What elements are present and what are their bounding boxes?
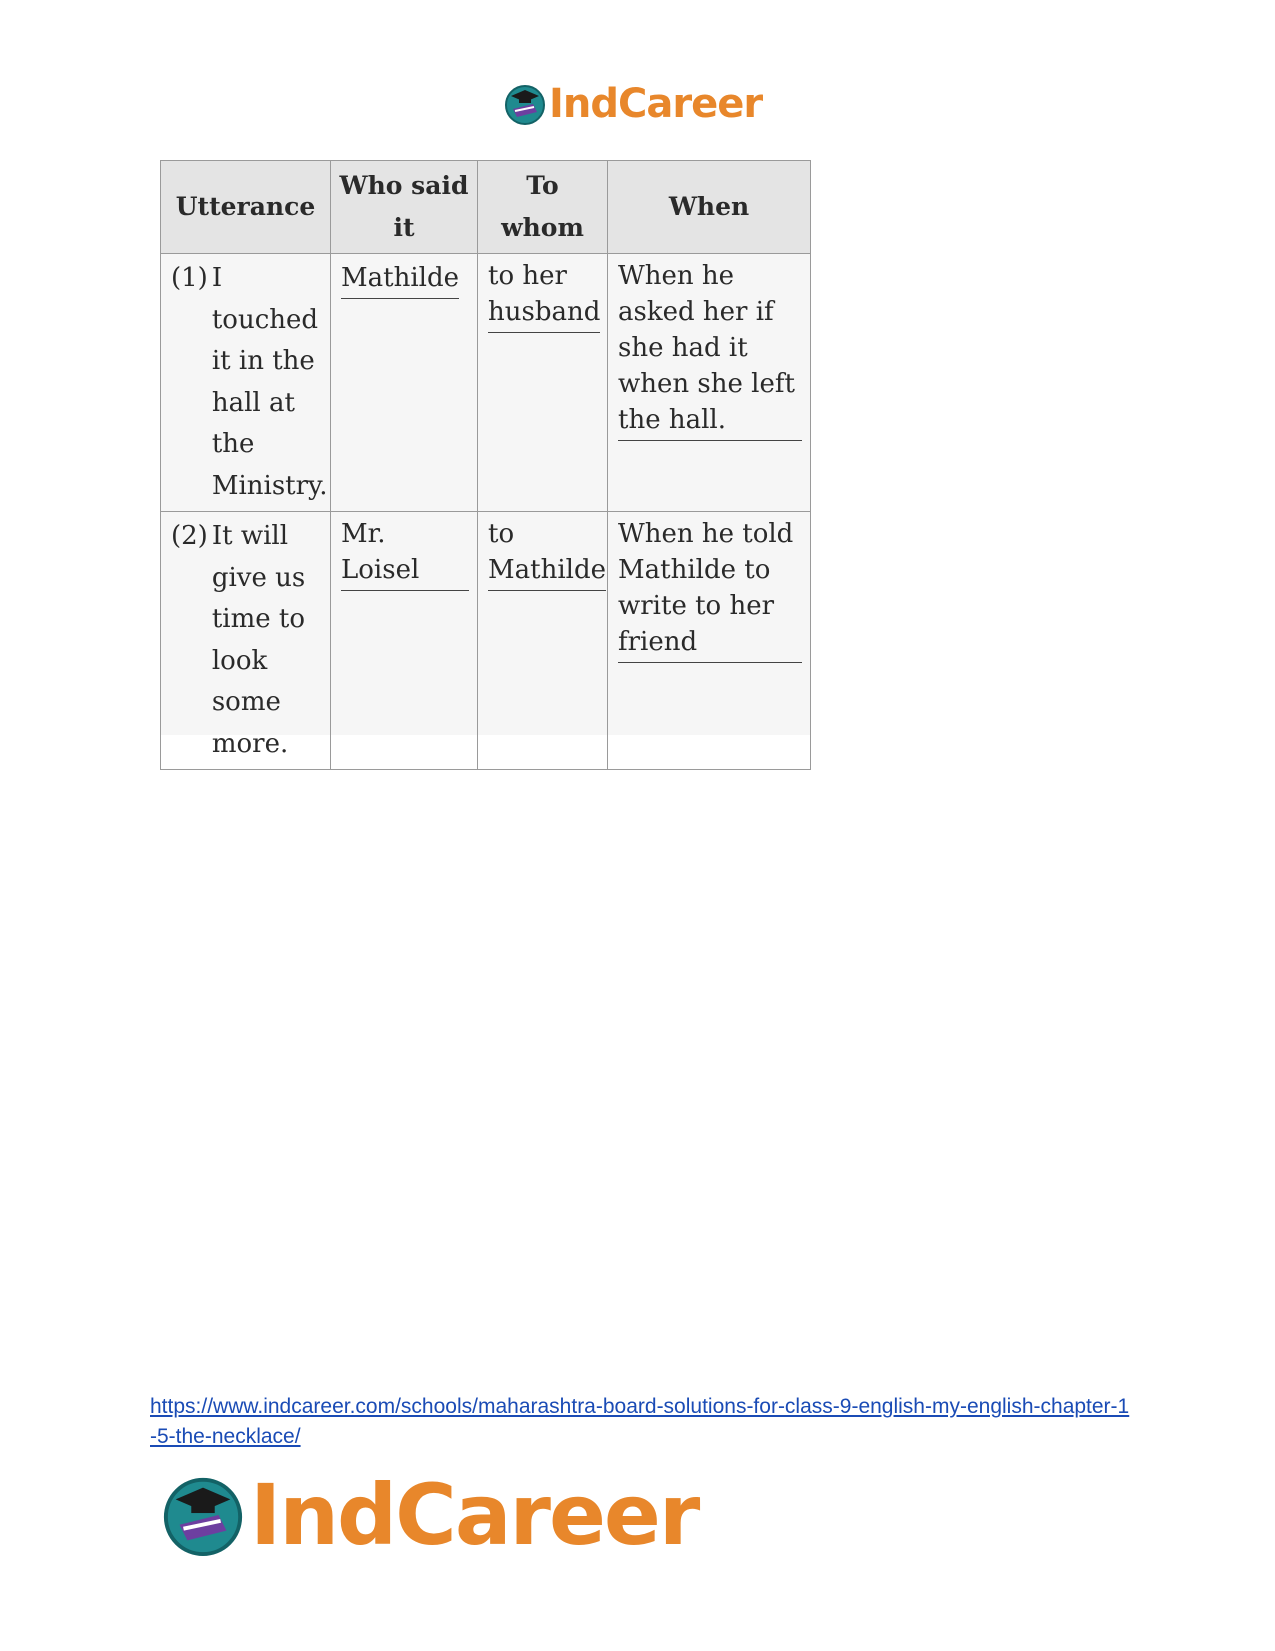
when-answer: When he told Mathilde to write to her friend xyxy=(618,516,802,663)
utterance-text: I touched it in the hall at the Ministry. xyxy=(211,263,328,501)
table-row xyxy=(161,512,811,770)
column-header-who-said: Who said it xyxy=(331,161,478,254)
footer-logo-text: IndCareer xyxy=(250,1466,699,1564)
source-url-link[interactable]: https://www.indcareer.com/schools/maharashtra-board-solutions-for-class-9-english-my-english-chapter-1-5-the-necklace/ xyxy=(150,1395,1130,1448)
header-logo-text: IndCareer xyxy=(549,81,763,127)
table-row xyxy=(161,254,811,512)
who-said-answer: Mathilde xyxy=(341,260,459,299)
when-answer: When he asked her if she had it when she left the hall. xyxy=(618,258,802,441)
who-said-answer: Mr. Loisel xyxy=(341,516,469,591)
to-whom-cell xyxy=(478,254,608,512)
column-header-utterance: Utterance xyxy=(161,161,331,254)
who-said-cell xyxy=(331,254,478,512)
to-whom-cell xyxy=(478,512,608,770)
answer-table xyxy=(160,160,811,770)
column-header-when: When xyxy=(608,161,811,254)
indcareer-globe-icon xyxy=(160,1472,246,1558)
row-number: (2) xyxy=(171,521,208,551)
table-header-row xyxy=(161,161,811,254)
utterance-cell xyxy=(161,254,331,512)
column-header-to-whom: To whom xyxy=(478,161,608,254)
utterance-text: It will give us time to look some more. xyxy=(211,521,306,759)
who-said-cell xyxy=(331,512,478,770)
utterance-cell xyxy=(161,512,331,770)
footer-logo xyxy=(160,1466,699,1564)
indcareer-globe-icon xyxy=(503,82,547,126)
when-cell xyxy=(608,512,811,770)
answer-table-image xyxy=(160,160,810,759)
to-whom-answer: to her husband xyxy=(488,258,600,333)
header-logo xyxy=(503,80,762,128)
row-number: (1) xyxy=(171,263,208,293)
to-whom-answer: to Mathilde xyxy=(488,516,606,591)
when-cell xyxy=(608,254,811,512)
